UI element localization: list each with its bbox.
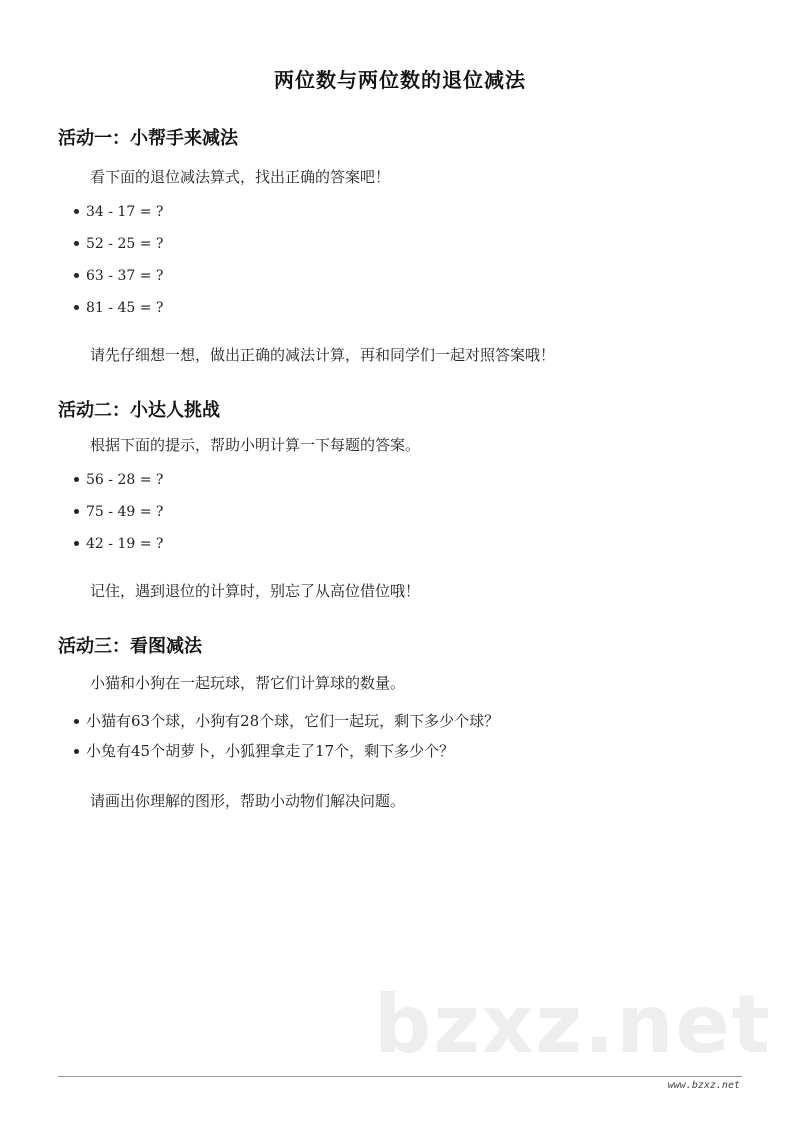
section-intro: 小猫和小狗在一起玩球，帮它们计算球的数量。 xyxy=(90,674,406,692)
list-item-text: 63 - 37 = ? xyxy=(86,268,164,284)
bullet-icon xyxy=(74,509,79,514)
list-item xyxy=(74,504,163,520)
list-item-text: 81 - 45 = ? xyxy=(86,300,164,316)
list-item xyxy=(74,740,454,761)
section-intro: 看下面的退位减法算式，找出正确的答案吧！ xyxy=(90,168,391,186)
list-item-text: 52 - 25 = ? xyxy=(86,236,164,252)
list-item-text: 56 - 28 = ? xyxy=(86,472,164,488)
bullet-icon xyxy=(74,209,79,214)
list-item xyxy=(74,300,163,316)
bullet-icon xyxy=(74,541,79,546)
list-item xyxy=(74,268,163,284)
bullet-icon xyxy=(74,273,79,278)
section-outro: 记住，遇到退位的计算时，别忘了从高位借位哦！ xyxy=(90,582,421,600)
list-item-text: 小兔有45个胡萝卜，小狐狸拿走了17个，剩下多少个？ xyxy=(86,742,455,760)
section-heading: 活动一：小帮手来减法 xyxy=(58,128,238,149)
section-intro: 根据下面的提示，帮助小明计算一下每题的答案。 xyxy=(90,436,421,454)
section-heading: 活动二：小达人挑战 xyxy=(58,400,220,421)
bullet-icon xyxy=(74,241,79,246)
section-outro: 请画出你理解的图形，帮助小动物们解决问题。 xyxy=(90,792,406,810)
section-heading: 活动三：看图减法 xyxy=(58,636,202,657)
footer-url: www.bzxz.net xyxy=(667,1080,740,1091)
page-title: 两位数与两位数的退位减法 xyxy=(274,68,526,92)
bullet-icon xyxy=(74,749,79,754)
list-item-text: 34 - 17 = ? xyxy=(86,204,164,220)
list-item xyxy=(74,710,499,731)
list-item xyxy=(74,536,163,552)
section-outro: 请先仔细想一想，做出正确的减法计算，再和同学们一起对照答案哦！ xyxy=(90,346,556,364)
list-item-text: 42 - 19 = ? xyxy=(86,536,164,552)
watermark: bzxz.net xyxy=(374,978,772,1071)
list-item xyxy=(74,472,163,488)
bullet-icon xyxy=(74,477,79,482)
list-item xyxy=(74,204,163,220)
bullet-icon xyxy=(74,719,79,724)
footer-divider xyxy=(58,1076,742,1077)
list-item-text: 75 - 49 = ? xyxy=(86,504,164,520)
bullet-icon xyxy=(74,305,79,310)
list-item-text: 小猫有63个球，小狗有28个球，它们一起玩，剩下多少个球？ xyxy=(86,712,500,730)
list-item xyxy=(74,236,163,252)
